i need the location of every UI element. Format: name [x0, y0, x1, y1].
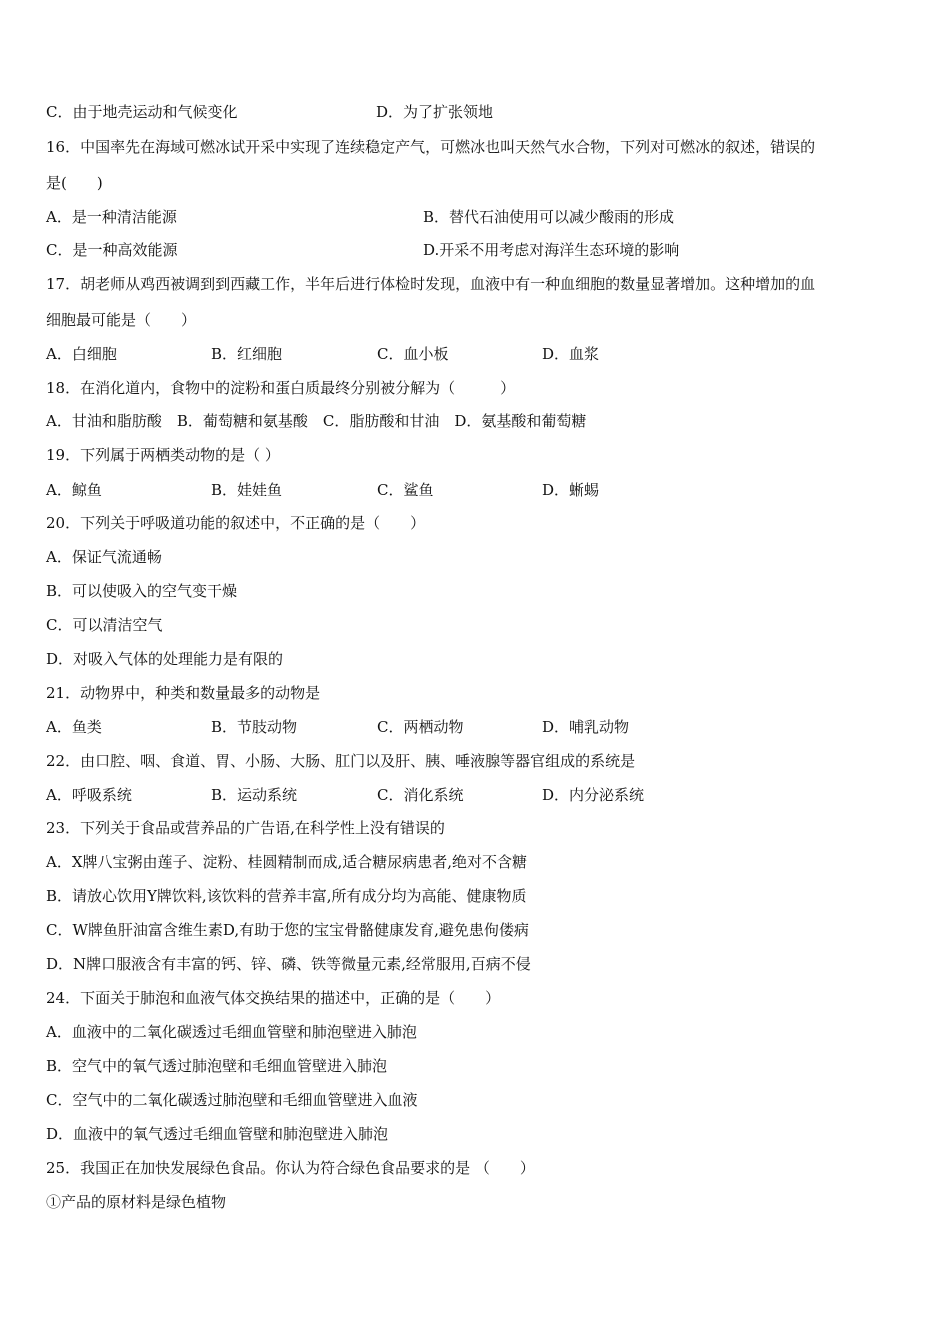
- q17-stem-line2: 细胞最可能是（ ）: [46, 311, 197, 329]
- q25-item-1: ①产品的原材料是绿色植物: [46, 1193, 227, 1211]
- q16-stem-line1: 16．中国率先在海域可燃冰试开采中实现了连续稳定产气，可燃冰也叫天然气水合物，下列对可燃冰的叙述，错误的: [46, 138, 816, 156]
- q24-stem: 24．下面关于肺泡和血液气体交换结果的描述中，正确的是（ ）: [46, 989, 501, 1007]
- q18-stem: 18．在消化道内，食物中的淀粉和蛋白质最终分别被分解为（ ）: [46, 379, 516, 397]
- q23-option-a: A．X牌八宝粥由莲子、淀粉、桂圆精制而成,适合糖尿病患者,绝对不含糖: [46, 853, 528, 871]
- q19-option-b: B．娃娃鱼: [211, 481, 283, 499]
- q19-option-a: A．鲸鱼: [46, 481, 102, 499]
- q22-option-a: A．呼吸系统: [46, 786, 132, 804]
- q20-option-c: C．可以清洁空气: [46, 616, 163, 634]
- q19-option-d: D．蜥蜴: [542, 481, 600, 499]
- q15-option-d: D．为了扩张领地: [376, 103, 494, 121]
- q23-option-d: D．N牌口服液含有丰富的钙、锌、磷、铁等微量元素,经常服用,百病不侵: [46, 955, 531, 973]
- q20-stem: 20．下列关于呼吸道功能的叙述中，不正确的是（ ）: [46, 514, 426, 532]
- q23-stem: 23．下列关于食品或营养品的广告语,在科学性上没有错误的: [46, 819, 445, 837]
- q19-stem: 19．下列属于两栖类动物的是（ ）: [46, 446, 280, 464]
- q20-option-d: D．对吸入气体的处理能力是有限的: [46, 650, 284, 668]
- q19-option-c: C．鲨鱼: [377, 481, 434, 499]
- q17-option-a: A．白细胞: [46, 345, 117, 363]
- q17-option-b: B．红细胞: [211, 345, 283, 363]
- q21-option-d: D．哺乳动物: [542, 718, 630, 736]
- q24-option-a: A．血液中的二氧化碳透过毛细血管壁和肺泡壁进入肺泡: [46, 1023, 417, 1041]
- q22-stem: 22．由口腔、咽、食道、胃、小肠、大肠、肛门以及肝、胰、唾液腺等器官组成的系统是: [46, 752, 636, 770]
- q16-option-a: A．是一种清洁能源: [46, 208, 177, 226]
- q21-option-a: A．鱼类: [46, 718, 102, 736]
- q23-option-c: C．W牌鱼肝油富含维生素D,有助于您的宝宝骨骼健康发育,避免患佝偻病: [46, 921, 529, 939]
- q18-options: A．甘油和脂肪酸 B．葡萄糖和氨基酸 C．脂肪酸和甘油 D．氨基酸和葡萄糖: [46, 412, 587, 430]
- q20-option-a: A．保证气流通畅: [46, 548, 162, 566]
- q17-stem-line1: 17．胡老师从鸡西被调到到西藏工作，半年后进行体检时发现，血液中有一种血细胞的数量显著增加。这种增加的血: [46, 275, 816, 293]
- q25-stem: 25．我国正在加快发展绿色食品。你认为符合绿色食品要求的是 （ ）: [46, 1159, 535, 1177]
- q16-option-c: C．是一种高效能源: [46, 241, 178, 259]
- q22-option-b: B．运动系统: [211, 786, 298, 804]
- q24-option-c: C．空气中的二氧化碳透过肺泡壁和毛细血管壁进入血液: [46, 1091, 418, 1109]
- q20-option-b: B．可以使吸入的空气变干燥: [46, 582, 238, 600]
- q17-option-c: C．血小板: [377, 345, 449, 363]
- q21-stem: 21．动物界中，种类和数量最多的动物是: [46, 684, 321, 702]
- q22-option-c: C．消化系统: [377, 786, 464, 804]
- q17-option-d: D．血浆: [542, 345, 600, 363]
- q24-option-b: B．空气中的氧气透过肺泡壁和毛细血管壁进入肺泡: [46, 1057, 388, 1075]
- q15-option-c: C．由于地壳运动和气候变化: [46, 103, 238, 121]
- q24-option-d: D．血液中的氧气透过毛细血管壁和肺泡壁进入肺泡: [46, 1125, 389, 1143]
- q22-option-d: D．内分泌系统: [542, 786, 645, 804]
- q23-option-b: B．请放心饮用Y牌饮料,该饮料的营养丰富,所有成分均为高能、健康物质: [46, 887, 527, 905]
- q16-option-b: B．替代石油使用可以减少酸雨的形成: [423, 208, 675, 226]
- q16-option-d: D.开采不用考虑对海洋生态环境的影响: [423, 241, 680, 259]
- q21-option-c: C．两栖动物: [377, 718, 464, 736]
- q16-stem-line2: 是( ): [46, 174, 103, 192]
- q21-option-b: B．节肢动物: [211, 718, 298, 736]
